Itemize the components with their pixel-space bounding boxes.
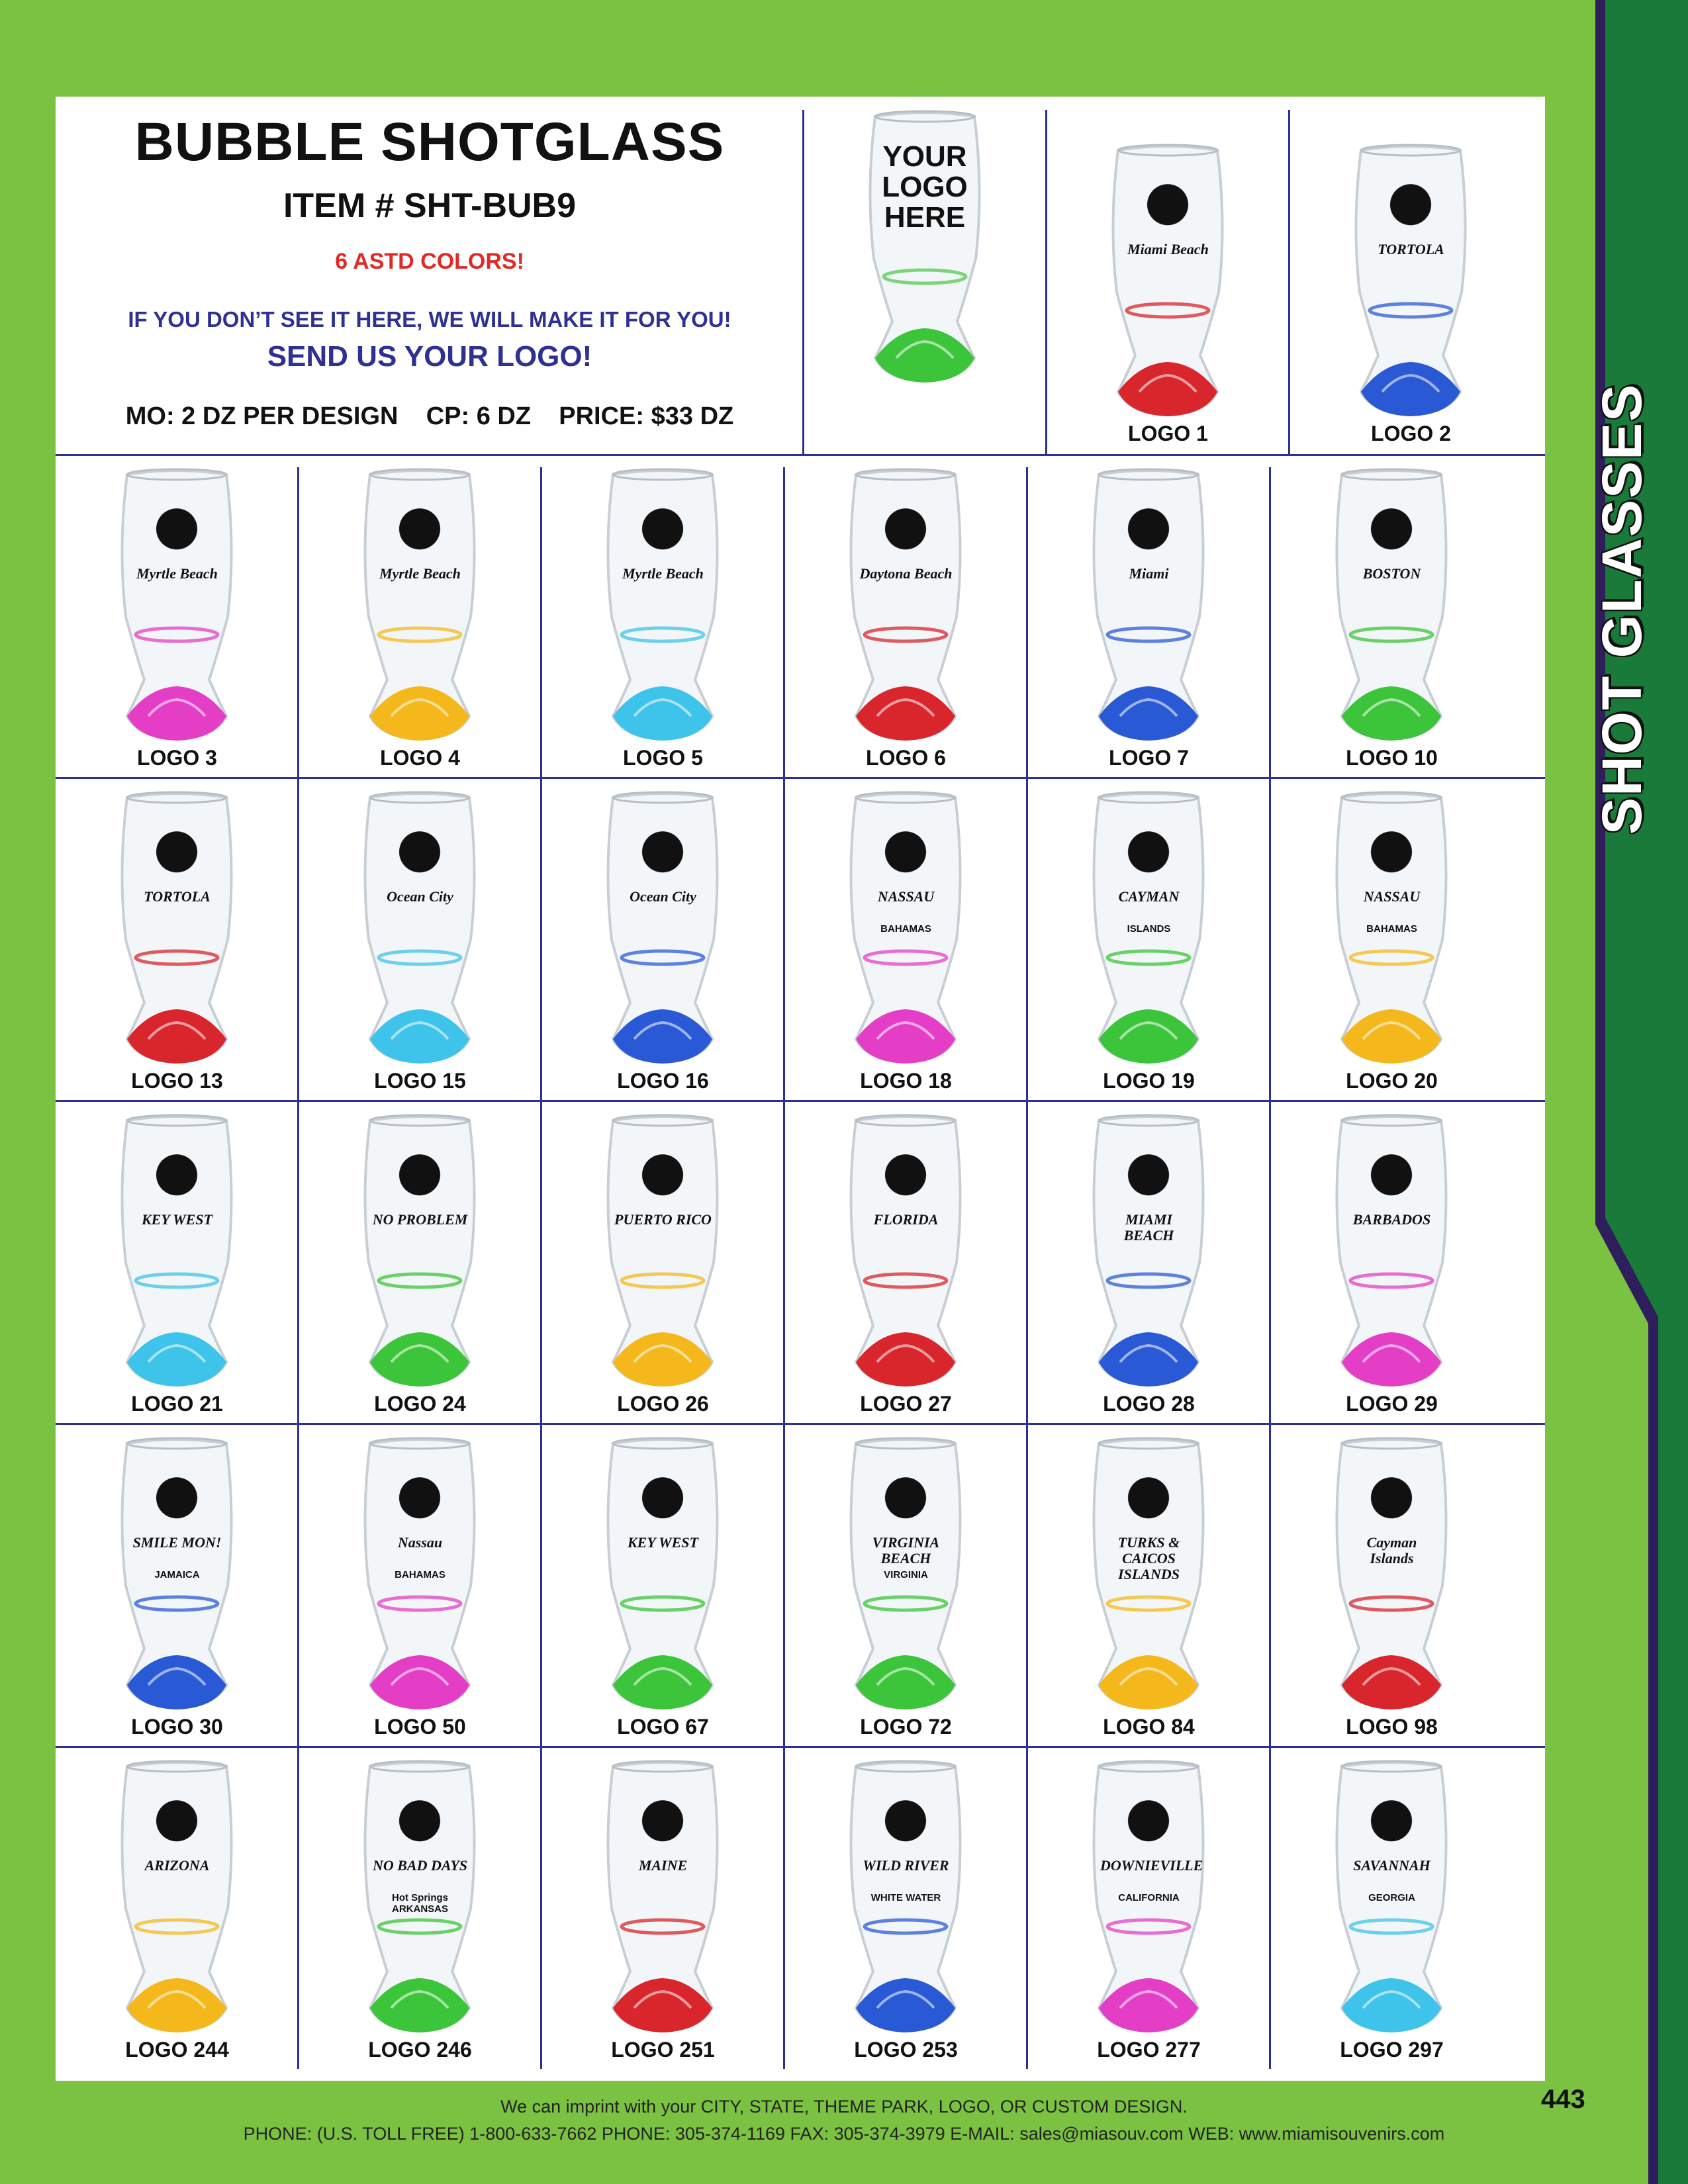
logo-caption: LOGO 6 [866,746,946,770]
imprint-text: TURKS & CAICOS ISLANDS [1117,1534,1180,1582]
imprint-text: BARBADOS [1352,1211,1431,1228]
sea-turtle-icon [130,817,223,880]
logo-caption: LOGO 1 [1128,422,1208,445]
sand-dollar-icon [616,817,709,880]
palm-tree-icon [859,494,952,557]
logo-cell [1027,1747,1270,2070]
imprint-text: Cayman Islands [1366,1534,1417,1567]
imprint-subtext: BAHAMAS [880,923,931,934]
logo-cell [1027,1424,1270,1747]
grid-divider [540,467,542,2069]
logo-caption: LOGO 98 [1346,1715,1438,1739]
seashell-icon [373,817,466,880]
imprint-text: TORTOLA [1378,241,1444,257]
custom-note: IF YOU DON’T SEE IT HERE, WE WILL MAKE IT FOR YOU! [128,307,731,332]
imprint-subtext: VIRGINIA [884,1569,928,1580]
logo-caption: LOGO 50 [374,1715,466,1739]
logo-cell [299,1747,541,2070]
pricing-line: MO: 2 DZ PER DESIGN CP: 6 DZ PRICE: $33 DZ [125,402,734,430]
product-header [56,97,804,454]
logo-caption: LOGO 5 [623,746,703,770]
logo-caption: LOGO 20 [1346,1069,1438,1093]
turtles-icon [1345,1463,1438,1526]
logo-caption: LOGO 24 [374,1392,466,1416]
leaf-icon [373,1140,466,1203]
logo-caption: LOGO 29 [1346,1392,1438,1416]
imprint-subtext: CALIFORNIA [1118,1892,1180,1903]
imprint-text: SMILE MON! [132,1534,222,1551]
imprint-subtext: Hot Springs ARKANSAS [391,1892,448,1915]
grid-divider [1026,467,1028,2069]
logo-caption: LOGO 27 [860,1392,952,1416]
turtle-seal-icon [1102,1463,1195,1526]
kayak-icon [859,1786,952,1849]
grid-divider [802,110,804,454]
imprint-text: Ocean City [630,888,696,905]
send-logo-note: SEND US YOUR LOGO! [267,340,592,373]
logo-cell [784,455,1027,778]
dolphins-icon [130,494,223,557]
logo-cell [541,1101,784,1424]
logo-caption: LOGO 21 [131,1392,223,1416]
imprint-text: SAVANNAH [1353,1857,1430,1874]
grid-divider [56,1100,1545,1102]
logo-cell [1270,455,1513,778]
hibiscus-icon [859,817,952,880]
flip-flops-icon [1121,170,1214,233]
imprint-subtext: ISLANDS [1127,923,1171,934]
imprint-text: KEY WEST [628,1534,698,1551]
grid-divider [56,1423,1545,1425]
your-logo-line: HERE [884,201,966,234]
imprint-text: MAINE [638,1857,688,1874]
gulls-icon [373,1463,466,1526]
logo-cell [56,1424,299,1747]
logo-cell [1027,455,1270,778]
logo-caption: LOGO 244 [125,2038,229,2062]
logo-cell [56,455,299,778]
logo-caption: LOGO 277 [1097,2038,1201,2062]
imprint-text: NO PROBLEM [372,1211,468,1228]
logo-cell [299,778,541,1101]
sailboat-icon [373,494,466,557]
logo-caption: LOGO 15 [374,1069,466,1093]
product-title: BUBBLE SHOTGLASS [134,112,725,172]
logo-cell [1047,130,1289,454]
logo-cell [1270,778,1513,1101]
imprint-subtext: WHITE WATER [870,1892,941,1903]
gecko-icon [130,1786,223,1849]
flamingo-icon [130,1140,223,1203]
logo-cell [299,455,541,778]
your-logo-line: YOUR [882,140,967,173]
imprint-subtext: BAHAMAS [1366,923,1417,934]
footer [0,2097,1688,2144]
imprint-text: Miami Beach [1127,241,1209,257]
your-logo-line: LOGO [882,171,968,203]
imprint-text: FLORIDA [873,1211,939,1228]
palm-island-icon [616,494,709,557]
logo-cell [1027,1101,1270,1424]
grid-divider [56,1746,1545,1748]
colors-note: 6 ASTD COLORS! [335,249,524,274]
logo-cell [1270,1101,1513,1424]
moose-icon [616,1786,709,1849]
logo-caption: LOGO 28 [1103,1392,1195,1416]
side-tab [1575,0,1688,2184]
stingray-icon [1102,817,1195,880]
logo-caption: LOGO 297 [1340,2038,1444,2062]
logo-cell [1270,1747,1513,2070]
imprint-text: PUERTO RICO [614,1211,712,1228]
i-heart-icon [1102,494,1195,557]
imprint-text: VIRGINIA BEACH [872,1534,940,1567]
logo-cell [56,1101,299,1424]
logo-cell [784,778,1027,1101]
page-number: 443 [1541,2085,1585,2114]
imprint-text: NASSAU [1363,888,1421,905]
grid-divider [783,467,785,2069]
horse-carriage-icon [1345,1786,1438,1849]
text-logo-icon [859,1463,952,1526]
grid-divider [1045,110,1047,454]
imprint-text: DOWNIEVILLE [1100,1857,1203,1874]
logo-cell [541,778,784,1101]
bear-icon [1102,1786,1195,1849]
imprint-text: Myrtle Beach [622,565,704,582]
imprint-text: NASSAU [877,888,935,905]
imprint-text: Ocean City [387,888,453,905]
imprint-text: Nassau [397,1534,443,1551]
logo-caption: LOGO 84 [1103,1715,1195,1739]
grid-divider [56,777,1545,779]
smiley-palm-icon [130,1463,223,1526]
logo-caption: LOGO 19 [1103,1069,1195,1093]
imprint-text: KEY WEST [142,1211,212,1228]
imprint-text: Daytona Beach [859,565,953,582]
imprint-subtext: JAMAICA [154,1569,200,1580]
grid-divider [297,467,299,2069]
turtle-icon [1364,170,1457,233]
imprint-subtext: BAHAMAS [395,1569,445,1580]
imprint-text: WILD RIVER [863,1857,949,1874]
imprint-text: Miami [1129,565,1169,582]
your-logo-cell [804,97,1047,454]
logo-caption: LOGO 2 [1371,422,1451,445]
imprint-text: Myrtle Beach [136,565,218,582]
lighthouse-icon [1345,494,1438,557]
imprint-text: MIAMI BEACH [1123,1211,1174,1244]
yacht-icon [1102,1140,1195,1203]
logo-caption: LOGO 18 [860,1069,952,1093]
logo-caption: LOGO 67 [617,1715,709,1739]
grid-divider [1288,110,1290,454]
imprint-text: TORTOLA [144,888,211,905]
logo-caption: LOGO 251 [611,2038,715,2062]
dolphin-wave-icon [859,1140,952,1203]
logo-cell [784,1101,1027,1424]
item-number: ITEM # SHT-BUB9 [283,187,577,225]
logo-cell [299,1424,541,1747]
logo-cell [1270,1424,1513,1747]
product-panel [56,97,1545,2081]
logo-caption: LOGO 4 [380,746,460,770]
logo-cell [784,1747,1027,2070]
footer-imprint-note: We can imprint with your CITY, STATE, THEME PARK, LOGO, OR CUSTOM DESIGN. [500,2097,1188,2116]
logo-cell [56,778,299,1101]
imprint-text: Myrtle Beach [379,565,461,582]
skull-crossbones-icon [1345,1140,1438,1203]
grid-divider [1269,467,1271,2069]
beach-palms-icon [616,1463,709,1526]
frog-icon [616,1140,709,1203]
logo-caption: LOGO 26 [617,1392,709,1416]
grid-divider [56,454,1545,456]
footer-contact: PHONE: (U.S. TOLL FREE) 1-800-633-7662 PHONE: 305-374-1169 FAX: 305-374-3979 E-MAIL: sales@miasouv.com WEB: www.miamisouvenirs.com [243,2124,1445,2144]
palms-sun-icon [1345,817,1438,880]
bass-fish-icon [373,1786,466,1849]
your-logo-text [875,142,974,233]
imprint-subtext: GEORGIA [1368,1892,1415,1903]
logo-caption: LOGO 72 [860,1715,952,1739]
logo-cell [56,1747,299,2070]
logo-caption: LOGO 7 [1109,746,1189,770]
logo-caption: LOGO 3 [137,746,217,770]
logo-cell [299,1101,541,1424]
imprint-text: BOSTON [1362,565,1421,582]
logo-cell [784,1424,1027,1747]
logo-cell [1027,778,1270,1101]
logo-cell [1289,130,1532,454]
logo-cell [541,455,784,778]
imprint-text: ARIZONA [144,1857,210,1874]
logo-caption: LOGO 13 [131,1069,223,1093]
logo-caption: LOGO 10 [1346,746,1438,770]
imprint-text: NO BAD DAYS [372,1857,468,1874]
logo-cell [541,1424,784,1747]
logo-caption: LOGO 246 [368,2038,472,2062]
logo-cell [541,1747,784,2070]
logo-caption: LOGO 16 [617,1069,709,1093]
logo-caption: LOGO 30 [131,1715,223,1739]
logo-caption: LOGO 253 [854,2038,958,2062]
imprint-text: CAYMAN [1118,888,1180,905]
catalog-page: SHOT GLASSES BUBBLE SHOTGLASS ITEM # SHT-BUB9 6 ASTD COLORS! IF YOU DON’T SEE IT HERE, WE WILL MAKE IT FOR YOU! SEND US YOUR LOGO! MO: 2 DZ PER DESIGN CP: 6 DZ PRICE: $33 DZ YOUR LOGO HERE Miami Beach LOGO 1 TORTOLA LOGO 2 Myrtle Beach LOGO 3 Myrtle Beach LOGO 4 Myrtle Beach LOGO 5 Daytona Beach LOGO 6 Miami LOGO 7 BOSTON LOGO 10 TORTOLA LOGO 13 Ocean City LOGO 15 Ocean City LOGO 16 NASSAU BAHAMAS LOGO 18 CAYMAN ISLANDS LOGO 19 NASSAU BAHAMAS LOGO 20 KEY WEST LOGO 21 NO PROBLEM LOGO 24 PUERTO RICO LOGO 26 FLORIDA LOGO 27 MIAMI BEACH LOGO 28 BARBADOS LOGO 29 SMILE MON! JAMAICA LOGO 30 Nassau BAHAMAS LOGO 50 KEY WEST LOGO 67 VIRGINIA BEACH VIRGINIA LOGO 72 TURKS & CAICOS ISLANDS LOGO 84 Cayman Islands LOGO 98 ARIZONA LOGO 244 NO BAD DAYS Hot Springs ARKANSAS LOGO 246 MAINE LOGO 251 WILD RIVER WHITE WATER LOGO 253 DOWNIEVILLE CALIFORNIA LOGO 277 SAVANNAH GEORGIA LOGO 297 We can imprint with your CITY, STATE, THEME PARK, LOGO, OR CUSTOM DESIGN. PHONE: (U.S. TOLL FREE) 1-800-633-7662 PHONE: 305-374-1169 FAX: 305-374-3979 E-MAIL: sales@miasouv.com WEB: www.miamisouvenirs.com 443 [0,0,1688,2184]
